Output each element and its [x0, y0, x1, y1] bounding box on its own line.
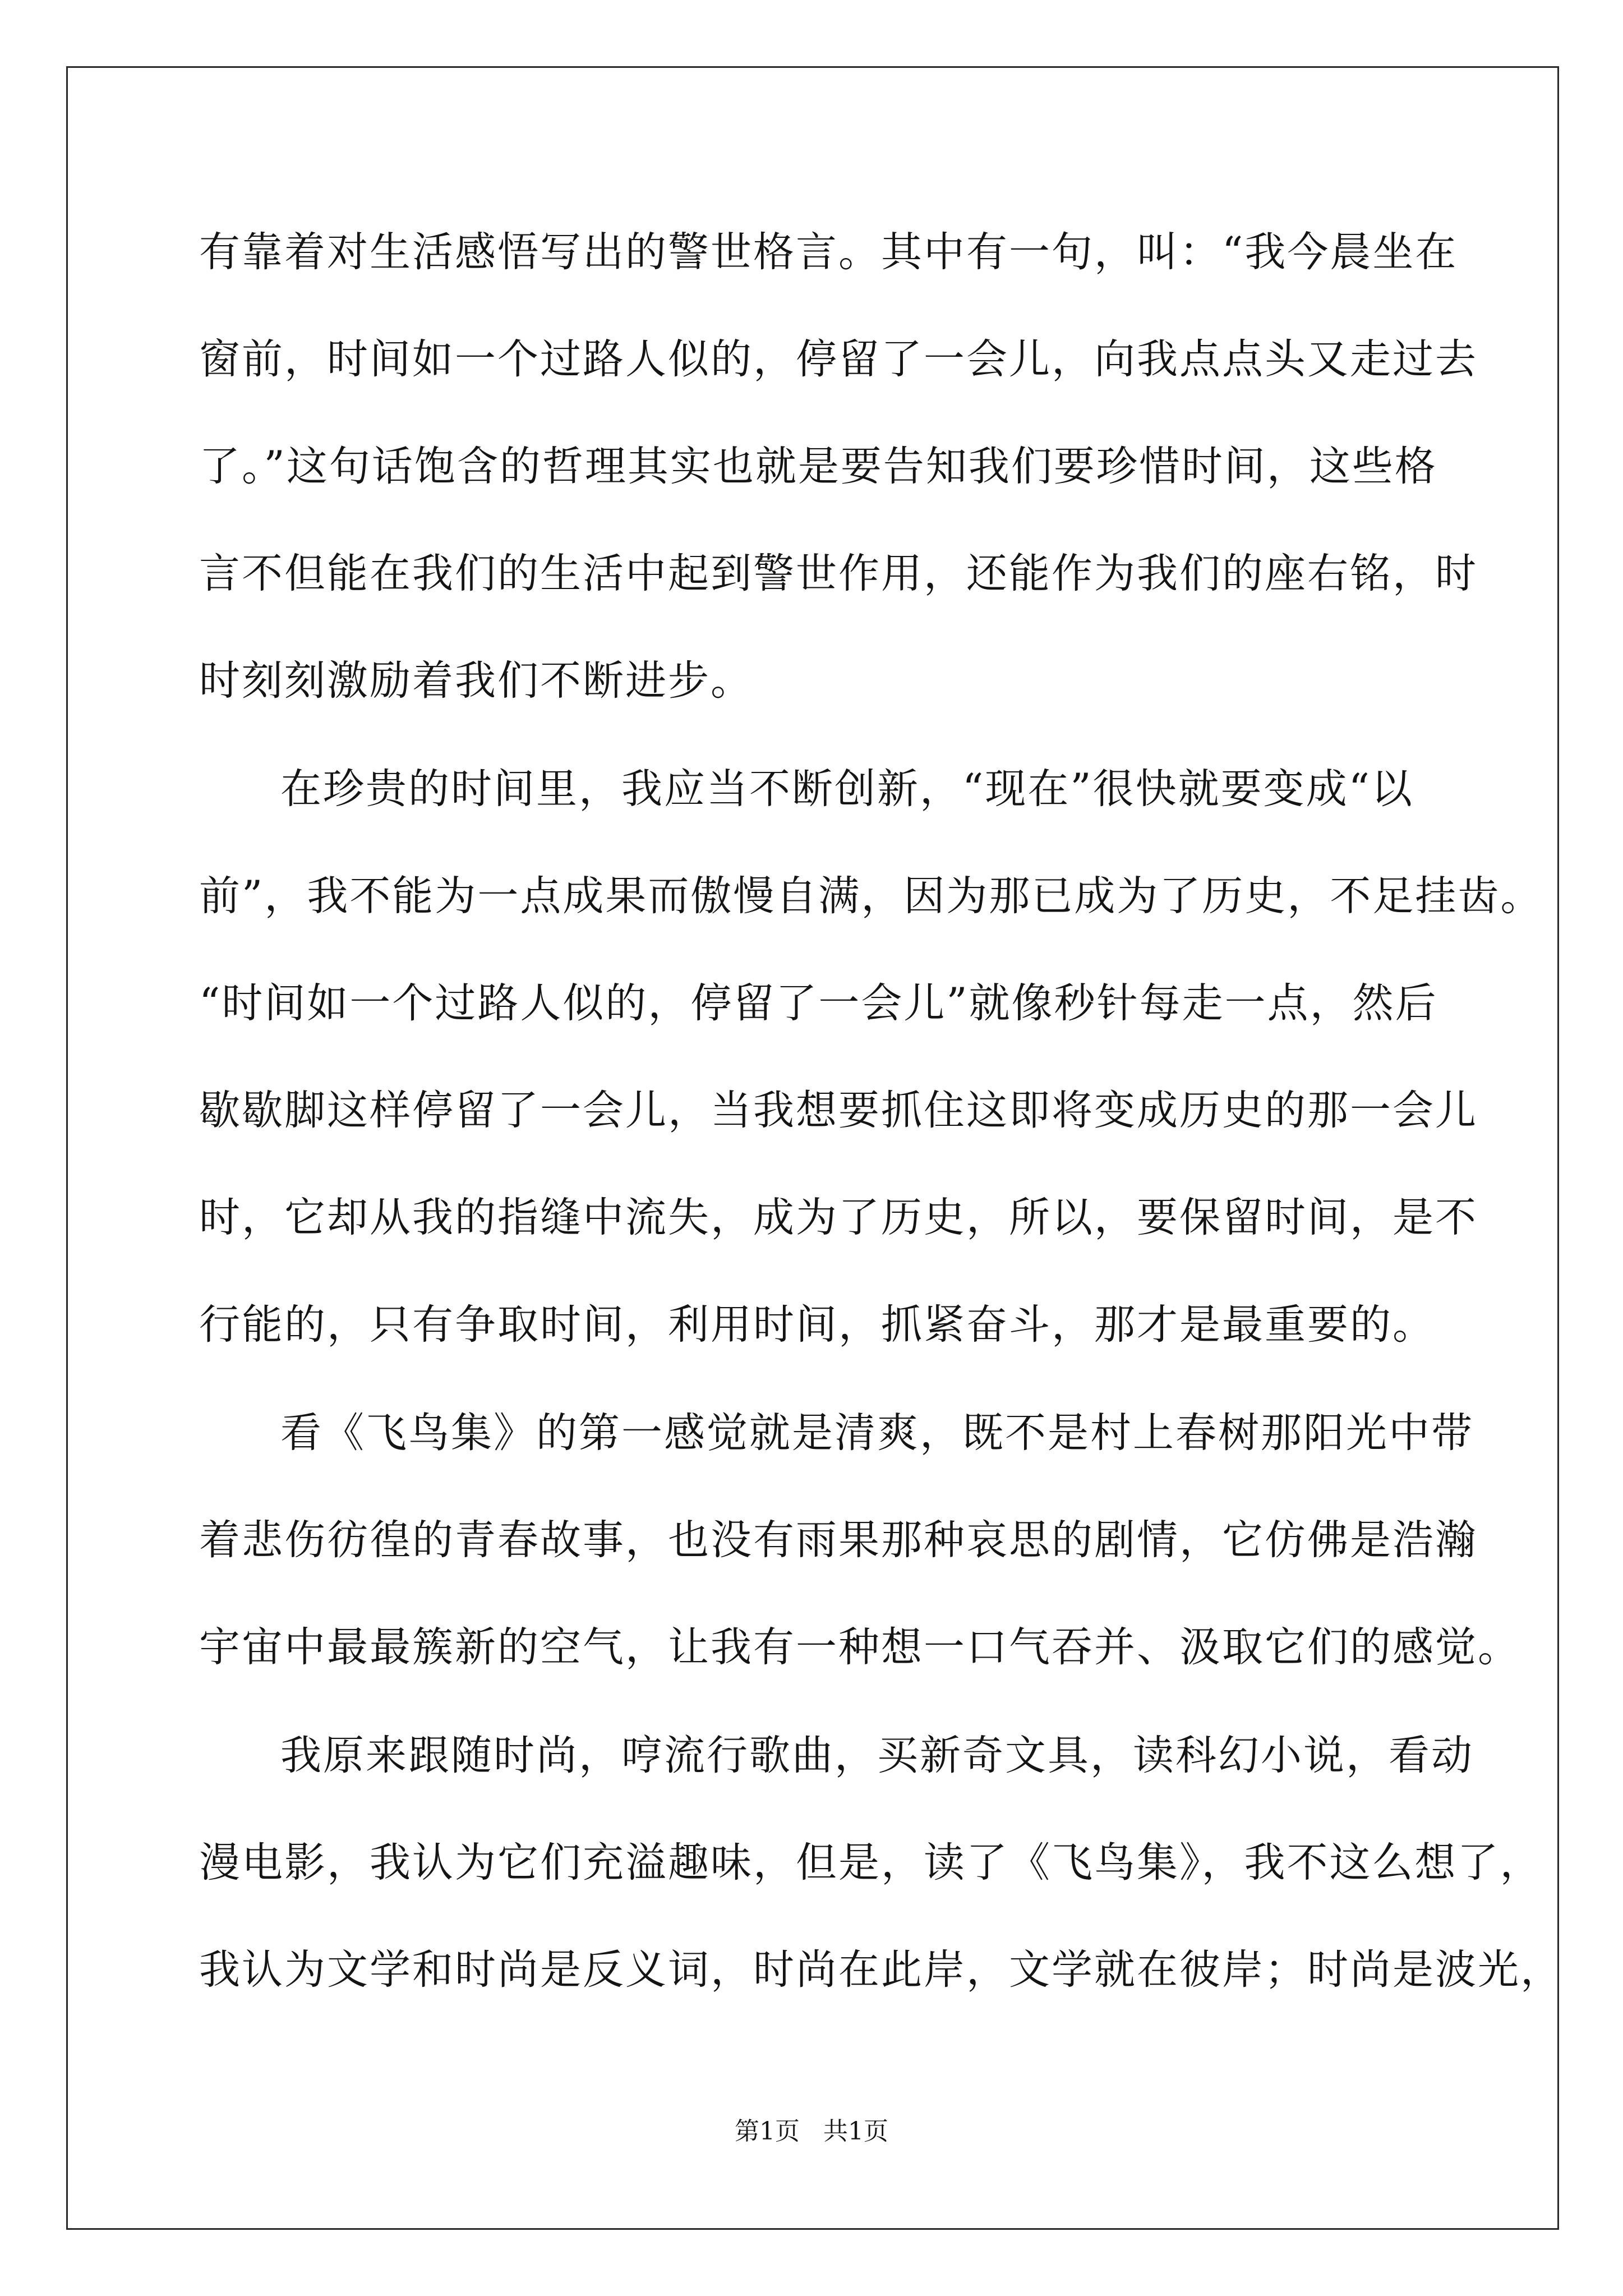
- body-line: “时间如一个过路人似的，停留了一会儿”就像秒针每走一点，然后: [199, 979, 1438, 1027]
- body-line: 了。”这句话饱含的哲理其实也就是要告知我们要珍惜时间，这些格: [199, 443, 1437, 490]
- paragraph-first-line: 看《飞鸟集》的第一感觉就是清爽，既不是村上春树那阳光中带: [280, 1409, 1474, 1457]
- page-border: [66, 66, 1563, 2230]
- body-line: 我认为文学和时尚是反义词，时尚在此岸，文学就在彼岸；时尚是波光，: [199, 1946, 1563, 1994]
- body-line: 时刻刻激励着我们不断进步。: [199, 657, 753, 705]
- page-footer: 第1页 共1页: [735, 2117, 888, 2146]
- body-line: 行能的，只有争取时间，利用时间，抓紧奋斗，那才是最重要的。: [199, 1301, 1435, 1349]
- body-line: 歇歇脚这样停留了一会儿，当我想要抓住这即将变成历史的那一会儿: [199, 1087, 1478, 1134]
- body-line: 时，它却从我的指缝中流失，成为了历史，所以，要保留时间，是不: [199, 1194, 1478, 1241]
- body-line: 言不但能在我们的生活中起到警世作用，还能作为我们的座右铭，时: [199, 550, 1478, 597]
- body-line: 前”，我不能为一点成果而傲慢自满，因为那已成为了历史，不足挂齿。: [199, 872, 1543, 920]
- paragraph-first-line: 在珍贵的时间里，我应当不断创新，“现在”很快就要变成“以: [280, 765, 1414, 813]
- body-line: 漫电影，我认为它们充溢趣味，但是，读了《飞鸟集》，我不这么想了，: [199, 1839, 1543, 1887]
- body-line: 有靠着对生活感悟写出的警世格言。其中有一句，叫：“我今晨坐在: [199, 228, 1458, 276]
- body-line: 宇宙中最最簇新的空气，让我有一种想一口气吞并、汲取它们的感觉。: [199, 1623, 1520, 1671]
- body-line: 窗前，时间如一个过路人似的，停留了一会儿，向我点点头又走过去: [199, 335, 1478, 383]
- body-line: 着悲伤彷徨的青春故事，也没有雨果那种哀思的剧情，它仿佛是浩瀚: [199, 1516, 1478, 1564]
- paragraph-first-line: 我原来跟随时尚，哼流行歌曲，买新奇文具，读科幻小说，看动: [280, 1732, 1474, 1779]
